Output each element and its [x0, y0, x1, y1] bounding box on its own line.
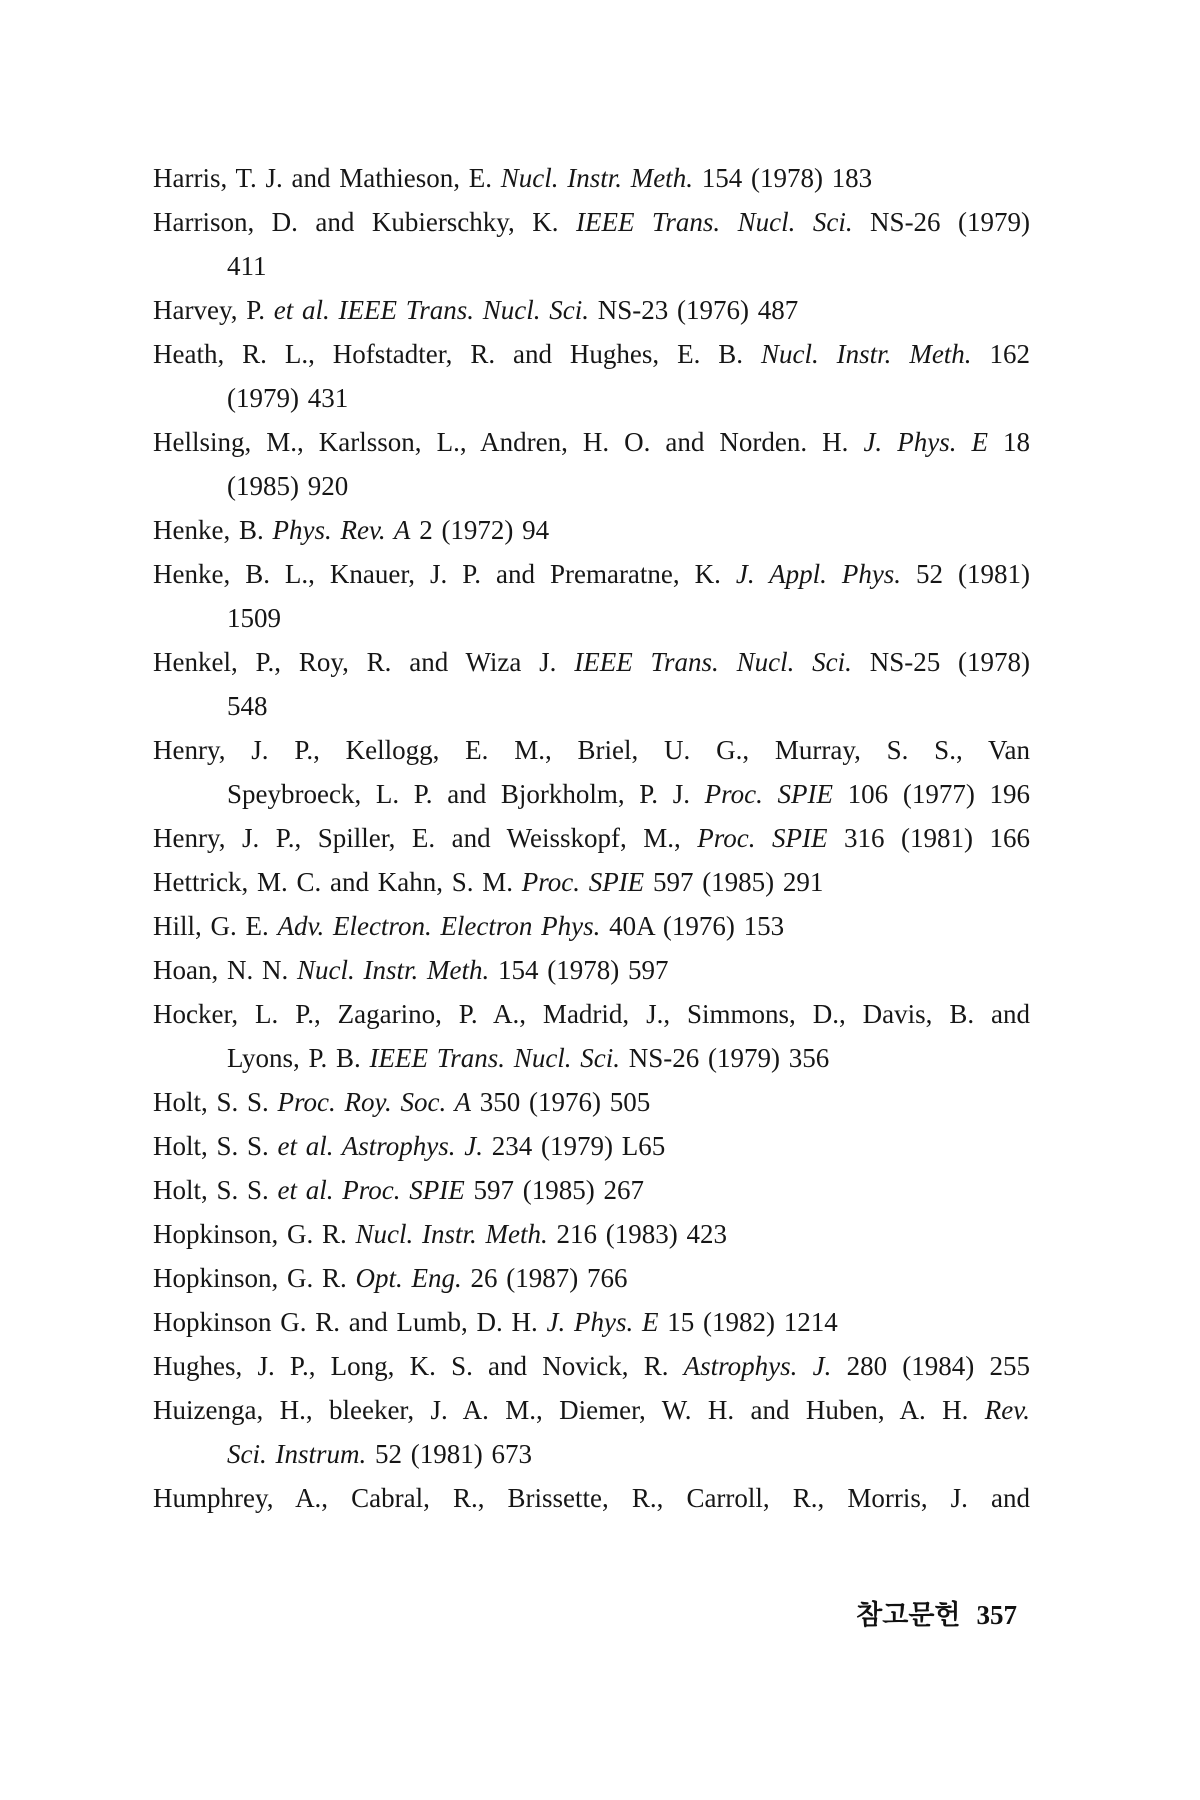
reference-line — [153, 1036, 1030, 1080]
reference-entry — [153, 948, 1030, 992]
reference-line — [153, 552, 1030, 596]
journal-name-text: J. Appl. Phys. — [735, 559, 902, 589]
reference-line — [153, 156, 1030, 200]
reference-text: (1985) 920 — [227, 471, 349, 501]
reference-entry — [153, 1080, 1030, 1124]
reference-line — [153, 816, 1030, 860]
reference-line — [153, 992, 1030, 1036]
reference-text: Lyons, P. B. — [227, 1043, 370, 1073]
reference-text: Heath, R. L., Hofstadter, R. and Hughes, E. B. — [153, 339, 761, 369]
journal-name-text: Opt. Eng. — [355, 1263, 462, 1293]
reference-text: 280 (1984) 255 — [831, 1351, 1030, 1381]
reference-text: Henke, B. L., Knauer, J. P. and Premaratne, K. — [153, 559, 736, 589]
reference-line — [153, 464, 1030, 508]
reference-list — [153, 156, 1030, 1520]
reference-text: Harris, T. J. and Mathieson, E. — [153, 163, 501, 193]
reference-text: 26 (1987) 766 — [461, 1263, 628, 1293]
reference-entry — [153, 816, 1030, 860]
reference-entry — [153, 552, 1030, 640]
reference-text: Holt, S. S. — [153, 1131, 278, 1161]
reference-text: 2 (1972) 94 — [410, 515, 550, 545]
reference-entry — [153, 1476, 1030, 1520]
journal-name-text: Sci. Instrum. — [227, 1439, 367, 1469]
reference-line — [153, 244, 1030, 288]
reference-entry — [153, 860, 1030, 904]
journal-name-text: J. Phys. E — [863, 427, 988, 457]
reference-entry — [153, 1124, 1030, 1168]
reference-text: 52 (1981) 673 — [366, 1439, 532, 1469]
reference-text: Humphrey, A., Cabral, R., Brissette, R., Carroll, R., Morris, J. and — [153, 1483, 1030, 1513]
journal-name-text: et al. IEEE Trans. Nucl. Sci. — [273, 295, 589, 325]
reference-text: Henry, J. P., Spiller, E. and Weisskopf, M., — [153, 823, 698, 853]
reference-text: 316 (1981) 166 — [827, 823, 1030, 853]
journal-name-text: Nucl. Instr. Meth. — [760, 339, 972, 369]
journal-name-text: Astrophys. J. — [683, 1351, 832, 1381]
journal-name-text: Proc. SPIE — [697, 823, 828, 853]
reference-text: Holt, S. S. — [153, 1087, 278, 1117]
reference-line — [153, 728, 1030, 772]
reference-text: 40A (1976) 153 — [600, 911, 785, 941]
reference-text: Hocker, L. P., Zagarino, P. A., Madrid, J., Simmons, D., Davis, B. and — [153, 999, 1030, 1029]
reference-line — [153, 200, 1030, 244]
reference-text: Hettrick, M. C. and Kahn, S. M. — [153, 867, 522, 897]
reference-text: Hopkinson, G. R. — [153, 1219, 356, 1249]
reference-entry — [153, 508, 1030, 552]
reference-line — [153, 508, 1030, 552]
reference-text: (1979) 431 — [227, 383, 349, 413]
journal-name-text: IEEE Trans. Nucl. Sci. — [575, 207, 853, 237]
reference-text: Speybroeck, L. P. and Bjorkholm, P. J. — [227, 779, 705, 809]
journal-name-text: IEEE Trans. Nucl. Sci. — [574, 647, 852, 677]
journal-name-text: Proc. SPIE — [521, 867, 645, 897]
footer-section-label: 참고문헌 — [856, 1600, 961, 1630]
reference-entry — [153, 1344, 1030, 1388]
reference-entry — [153, 1300, 1030, 1344]
reference-line — [153, 1080, 1030, 1124]
reference-entry — [153, 156, 1030, 200]
reference-entry — [153, 992, 1030, 1080]
page-footer — [856, 1593, 1017, 1632]
reference-line — [153, 376, 1030, 420]
reference-line — [153, 1432, 1030, 1476]
reference-entry — [153, 1388, 1030, 1476]
reference-text: 597 (1985) 267 — [464, 1175, 644, 1205]
reference-text: 234 (1979) L65 — [483, 1131, 666, 1161]
reference-line — [153, 948, 1030, 992]
reference-text: Hill, G. E. — [153, 911, 278, 941]
reference-text: 548 — [227, 691, 268, 721]
journal-name-text: IEEE Trans. Nucl. Sci. — [369, 1043, 621, 1073]
reference-text: Harvey, P. — [153, 295, 274, 325]
journal-name-text: Proc. Roy. Soc. A — [277, 1087, 472, 1117]
journal-name-text: Nucl. Instr. Meth. — [355, 1219, 548, 1249]
reference-text: 154 (1978) 183 — [692, 163, 873, 193]
reference-text: NS-25 (1978) — [851, 647, 1030, 677]
reference-line — [153, 1344, 1030, 1388]
journal-name-text: Adv. Electron. Electron Phys. — [277, 911, 601, 941]
reference-text: Hopkinson G. R. and Lumb, D. H. — [153, 1307, 547, 1337]
journal-name-text: et al. Astrophys. J. — [277, 1131, 484, 1161]
page-number: 357 — [976, 1600, 1017, 1630]
reference-line — [153, 772, 1030, 816]
reference-text: 15 (1982) 1214 — [658, 1307, 838, 1337]
reference-line — [153, 1388, 1030, 1432]
reference-text: Hellsing, M., Karlsson, L., Andren, H. O. and Norden. H. — [153, 427, 864, 457]
reference-line — [153, 288, 1030, 332]
reference-text: 597 (1985) 291 — [644, 867, 824, 897]
journal-name-text: Rev. — [984, 1395, 1030, 1425]
reference-line — [153, 1168, 1030, 1212]
reference-line — [153, 904, 1030, 948]
reference-text: Holt, S. S. — [153, 1175, 278, 1205]
reference-line — [153, 684, 1030, 728]
reference-text: Hoan, N. N. — [153, 955, 297, 985]
journal-name-text: et al. Proc. SPIE — [277, 1175, 465, 1205]
reference-text: Henke, B. — [153, 515, 273, 545]
reference-text: Henry, J. P., Kellogg, E. M., Briel, U. G., Murray, S. S., Van — [153, 735, 1030, 765]
reference-line — [153, 420, 1030, 464]
reference-line — [153, 332, 1030, 376]
reference-text: 154 (1978) 597 — [489, 955, 669, 985]
reference-line — [153, 596, 1030, 640]
reference-text: 162 — [971, 339, 1030, 369]
reference-entry — [153, 420, 1030, 508]
reference-text: 1509 — [227, 603, 281, 633]
reference-entry — [153, 1168, 1030, 1212]
reference-text: 411 — [227, 251, 267, 281]
journal-name-text: J. Phys. E — [546, 1307, 659, 1337]
reference-entry — [153, 1256, 1030, 1300]
reference-line — [153, 860, 1030, 904]
reference-line — [153, 1476, 1030, 1520]
reference-text: NS-26 (1979) 356 — [620, 1043, 830, 1073]
reference-entry — [153, 332, 1030, 420]
reference-text: 216 (1983) 423 — [547, 1219, 727, 1249]
reference-line — [153, 1300, 1030, 1344]
reference-text: NS-23 (1976) 487 — [588, 295, 799, 325]
reference-entry — [153, 288, 1030, 332]
reference-line — [153, 1212, 1030, 1256]
reference-line — [153, 640, 1030, 684]
reference-text: Hopkinson, G. R. — [153, 1263, 356, 1293]
journal-name-text: Phys. Rev. A — [272, 515, 411, 545]
reference-entry — [153, 200, 1030, 288]
reference-text: 52 (1981) — [901, 559, 1030, 589]
reference-text: NS-26 (1979) — [852, 207, 1030, 237]
journal-name-text: Nucl. Instr. Meth. — [296, 955, 490, 985]
reference-line — [153, 1124, 1030, 1168]
reference-text: Huizenga, H., bleeker, J. A. M., Diemer, W. H. and Huben, A. H. — [153, 1395, 985, 1425]
reference-text: 106 (1977) 196 — [833, 779, 1030, 809]
reference-entry — [153, 904, 1030, 948]
reference-text: Hughes, J. P., Long, K. S. and Novick, R. — [153, 1351, 684, 1381]
journal-name-text: Proc. SPIE — [704, 779, 834, 809]
reference-text: Henkel, P., Roy, R. and Wiza J. — [153, 647, 575, 677]
reference-line — [153, 1256, 1030, 1300]
reference-entry — [153, 640, 1030, 728]
reference-text: 350 (1976) 505 — [471, 1087, 651, 1117]
reference-text: 18 — [987, 427, 1030, 457]
journal-name-text: Nucl. Instr. Meth. — [500, 163, 693, 193]
reference-entry — [153, 1212, 1030, 1256]
reference-text: Harrison, D. and Kubierschky, K. — [153, 207, 576, 237]
reference-entry — [153, 728, 1030, 816]
